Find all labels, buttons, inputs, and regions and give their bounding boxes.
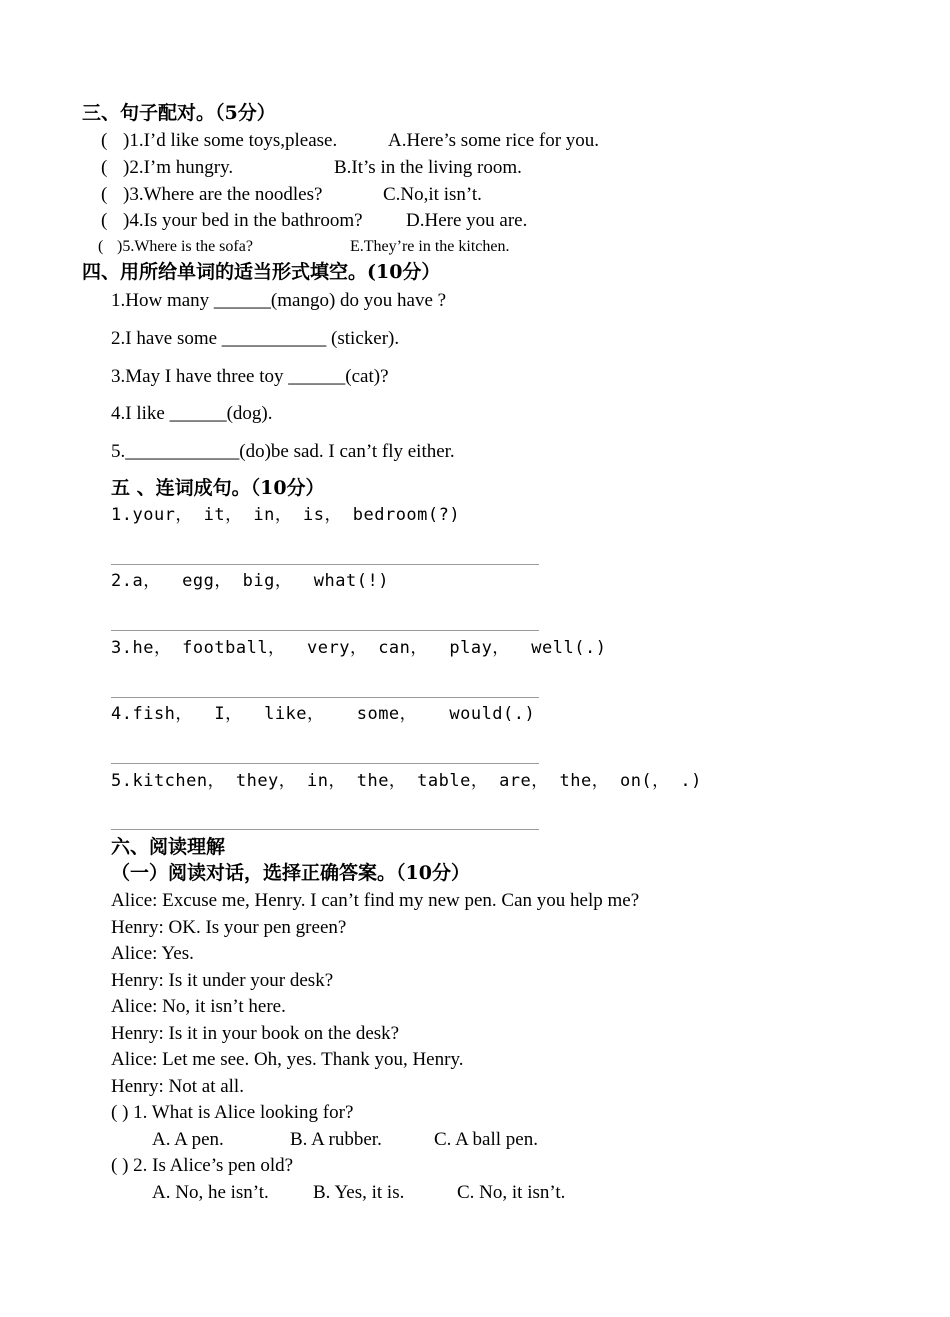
dialogue-line: Alice: No, it isn’t here. [111, 996, 286, 1017]
answer-paren: ( [101, 184, 108, 205]
option-c: C. No, it isn’t. [457, 1182, 566, 1203]
option-a: A. A pen. [152, 1129, 224, 1150]
word-order-item: 3.he， football， very， can， play， well(.) [111, 638, 607, 658]
fill-blank-item: 1.How many ______(mango) do you have ? [111, 290, 447, 311]
option-c: C. A ball pen. [434, 1129, 538, 1150]
match-question: )3.Where are the noodles? [123, 184, 323, 205]
dialogue-line: Henry: OK. Is your pen green? [111, 917, 347, 938]
match-answer: C.No,it isn’t. [383, 184, 482, 205]
word-order-item: 4.fish， I， like， some， would(.) [111, 704, 536, 724]
fill-blank-item: 5.____________(do)be sad. I can’t fly either. [111, 441, 455, 462]
match-answer: D.Here you are. [406, 210, 528, 231]
option-b: B. A rubber. [290, 1129, 382, 1150]
answer-line [111, 697, 539, 698]
word-order-item: 1.your， it， in， is， bedroom(?) [111, 505, 461, 525]
match-answer: A.Here’s some rice for you. [388, 130, 600, 151]
match-question: )4.Is your bed in the bathroom? [123, 210, 363, 231]
dialogue-line: Alice: Excuse me, Henry. I can’t find my new pen. Can you help me? [111, 890, 640, 911]
section6-heading: 六、阅读理解 [111, 836, 226, 858]
fill-blank-item: 3.May I have three toy ______(cat)? [111, 366, 389, 387]
match-answer: B.It’s in the living room. [334, 157, 522, 178]
dialogue-line: Henry: Is it in your book on the desk? [111, 1023, 400, 1044]
answer-paren: ( [98, 238, 104, 255]
dialogue-line: Henry: Is it under your desk? [111, 970, 334, 991]
answer-line [111, 564, 539, 565]
question-stem: ( ) 1. What is Alice looking for? [111, 1102, 354, 1123]
match-question: )2.I’m hungry. [123, 157, 234, 178]
match-answer: E.They’re in the kitchen. [350, 238, 510, 255]
dialogue-line: Alice: Let me see. Oh, yes. Thank you, Henry. [111, 1049, 464, 1070]
option-b: B. Yes, it is. [313, 1182, 405, 1203]
match-question: )5.Where is the sofa? [117, 238, 253, 255]
answer-line [111, 630, 539, 631]
answer-line [111, 763, 539, 764]
section5-heading: 五 、连词成句。（10分） [111, 477, 325, 499]
dialogue-line: Henry: Not at all. [111, 1076, 244, 1097]
answer-line [111, 829, 539, 830]
section6-subheading: （一）阅读对话，选择正确答案。（10分） [111, 862, 470, 884]
section3-heading: 三、句子配对。（5分） [82, 102, 276, 124]
question-stem: ( ) 2. Is Alice’s pen old? [111, 1155, 294, 1176]
section4-heading: 四、用所给单词的适当形式填空。(10分） [82, 261, 441, 283]
answer-paren: ( [101, 210, 108, 231]
option-a: A. No, he isn’t. [152, 1182, 269, 1203]
dialogue-line: Alice: Yes. [111, 943, 194, 964]
fill-blank-item: 2.I have some ___________ (sticker). [111, 328, 400, 349]
word-order-item: 2.a， egg， big， what(!) [111, 571, 389, 591]
answer-paren: ( [101, 157, 108, 178]
match-question: )1.I’d like some toys,please. [123, 130, 338, 151]
word-order-item: 5.kitchen， they， in， the， table， are， the， on(， .) [111, 771, 702, 791]
answer-paren: ( [101, 130, 108, 151]
fill-blank-item: 4.I like ______(dog). [111, 403, 273, 424]
